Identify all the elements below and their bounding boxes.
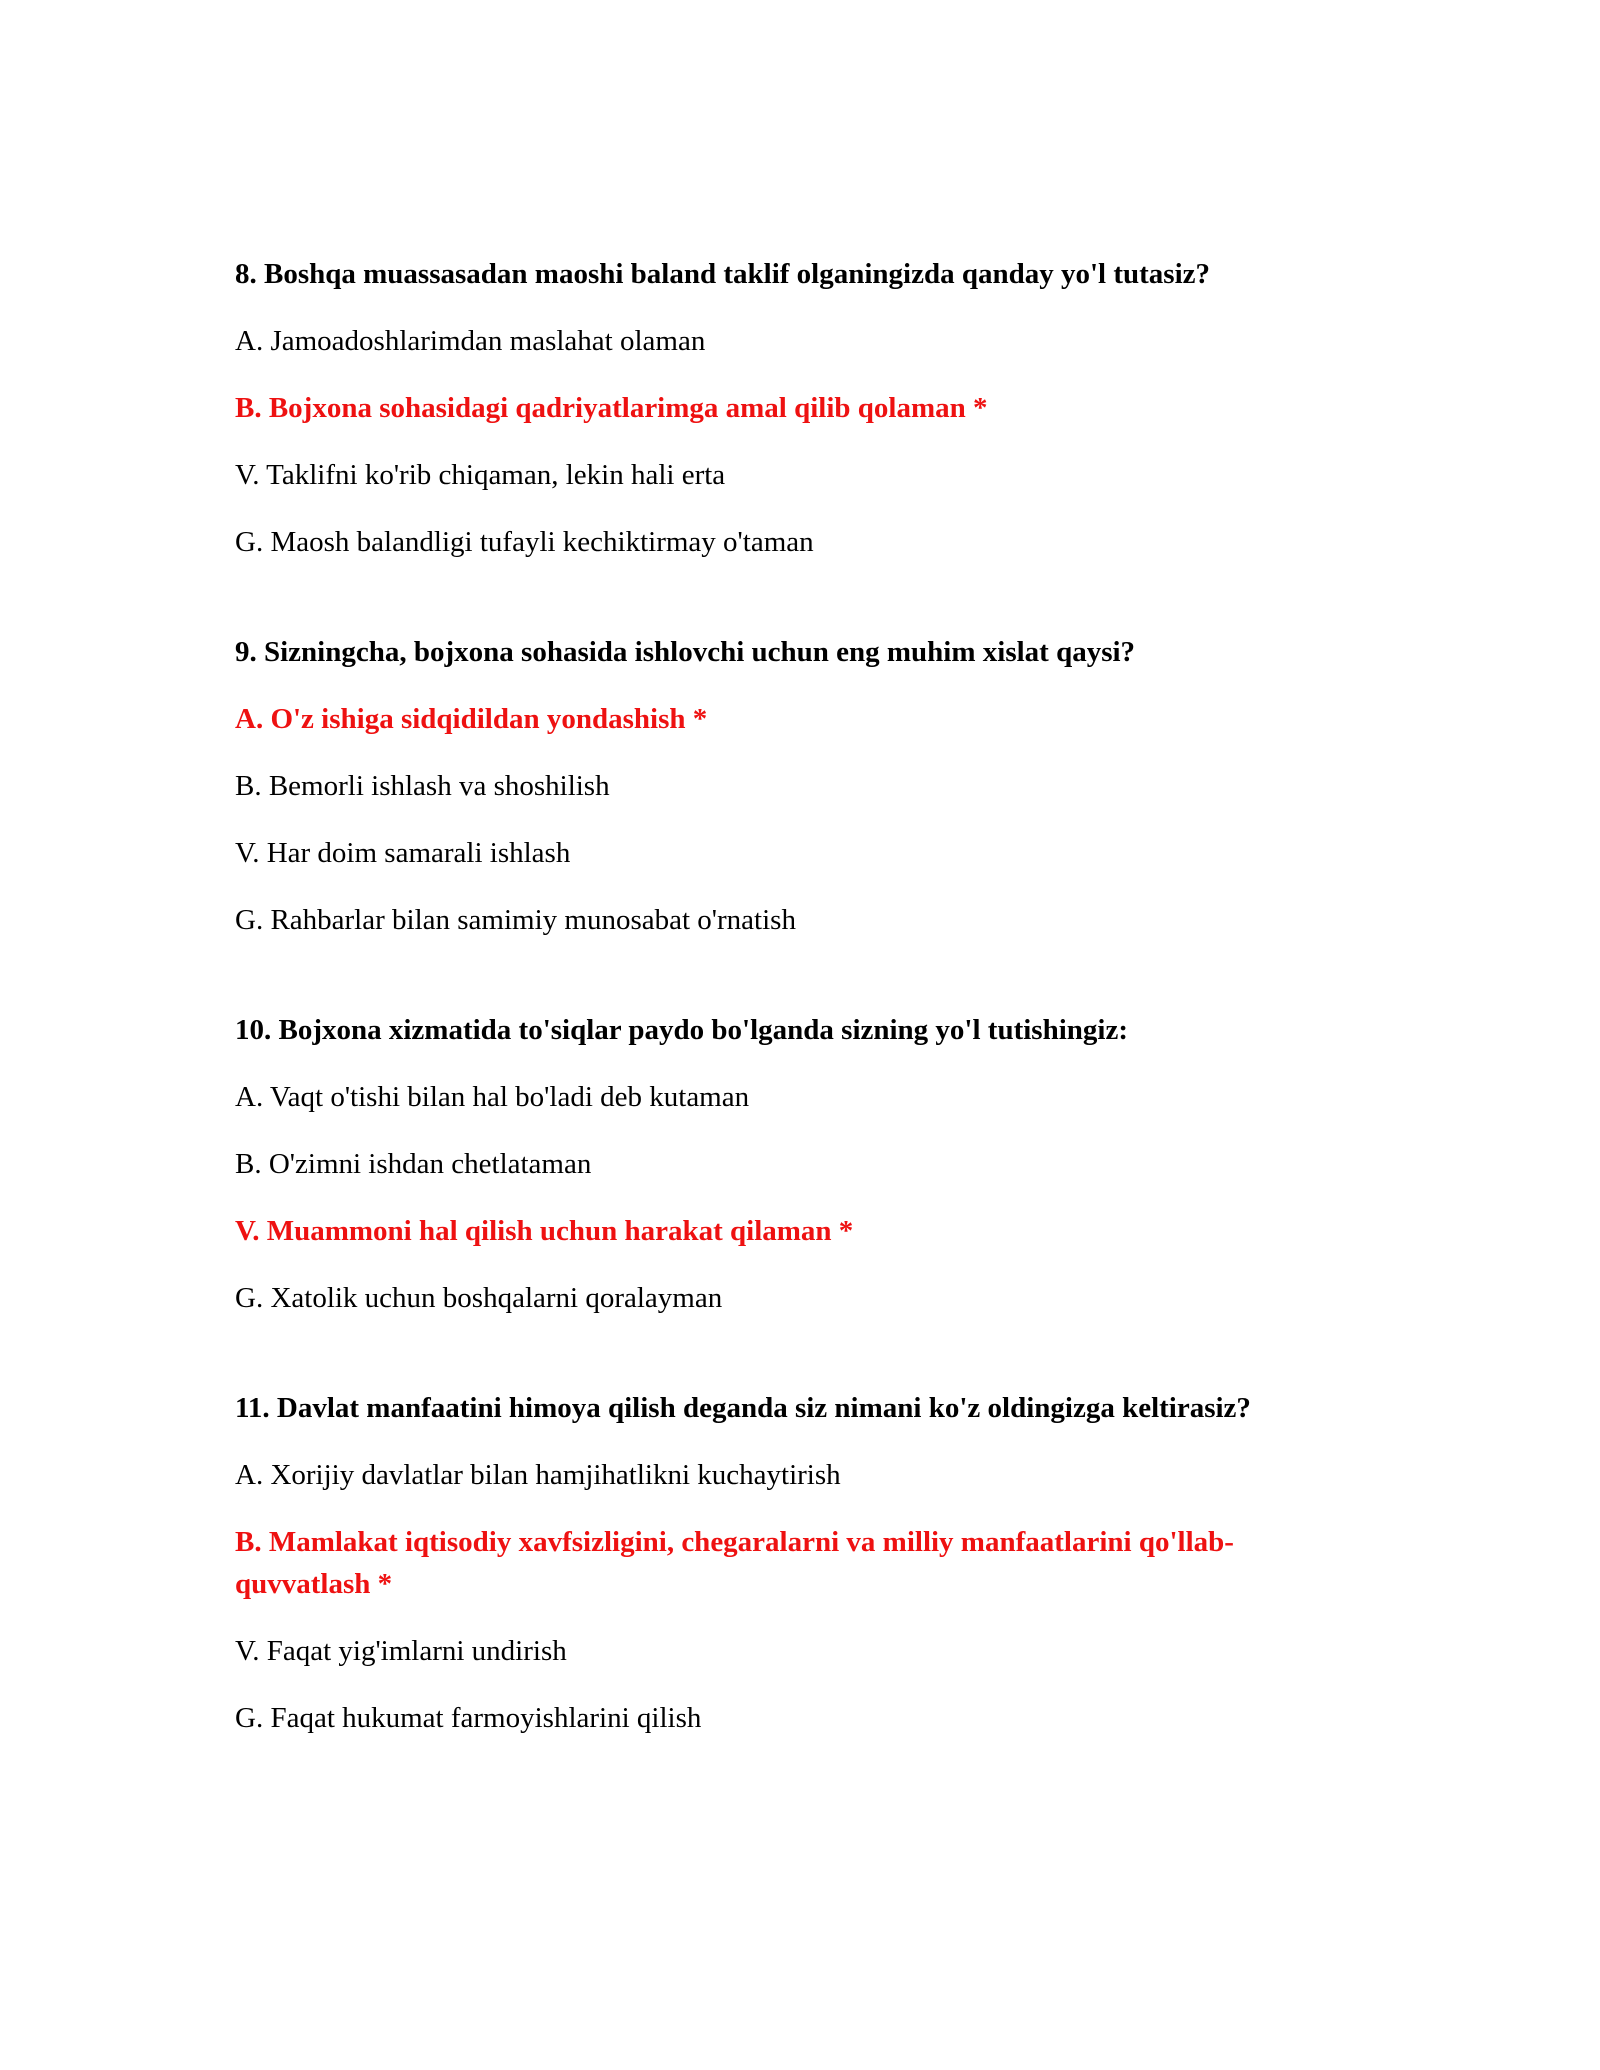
question-text: 8. Boshqa muassasadan maoshi baland taklif olganingizda qanday yo'l tutasiz? [235,258,1210,290]
option-g: G. Maosh balandligi tufayli kechiktirmay o'taman [235,526,814,558]
option-b: B. Bemorli ishlash va shoshilish [235,770,610,802]
option-a: A. Vaqt o'tishi bilan hal bo'ladi deb kutaman [235,1081,750,1113]
question-9 [235,631,1365,941]
question-8 [235,253,1365,563]
option-v: V. Faqat yig'imlarni undirish [235,1635,567,1667]
question-10 [235,1009,1365,1319]
question-text: 9. Sizningcha, bojxona sohasida ishlovchi uchun eng muhim xislat qaysi? [235,636,1136,668]
option-b-correct: B. Mamlakat iqtisodiy xavfsizligini, chegaralarni va milliy manfaatlarini qo'llab-quvvatlash * [235,1526,1234,1600]
option-a: A. Xorijiy davlatlar bilan hamjihatlikni kuchaytirish [235,1459,841,1491]
option-g: G. Xatolik uchun boshqalarni qoralayman [235,1282,723,1314]
option-b-correct: B. Bojxona sohasidagi qadriyatlarimga amal qilib qolaman * [235,392,988,424]
option-v-correct: V. Muammoni hal qilish uchun harakat qilaman * [235,1215,854,1247]
option-a-correct: A. O'z ishiga sidqidildan yondashish * [235,703,708,735]
option-v: V. Taklifni ko'rib chiqaman, lekin hali erta [235,459,726,491]
question-11 [235,1387,1365,1739]
option-g: G. Faqat hukumat farmoyishlarini qilish [235,1702,702,1734]
option-g: G. Rahbarlar bilan samimiy munosabat o'rnatish [235,904,796,936]
option-b: B. O'zimni ishdan chetlataman [235,1148,592,1180]
option-a: A. Jamoadoshlarimdan maslahat olaman [235,325,706,357]
question-text: 10. Bojxona xizmatida to'siqlar paydo bo'lganda sizning yo'l tutishingiz: [235,1014,1128,1046]
option-v: V. Har doim samarali ishlash [235,837,571,869]
document-page [235,253,1365,1807]
question-text: 11. Davlat manfaatini himoya qilish deganda siz nimani ko'z oldingizga keltirasiz? [235,1392,1251,1424]
